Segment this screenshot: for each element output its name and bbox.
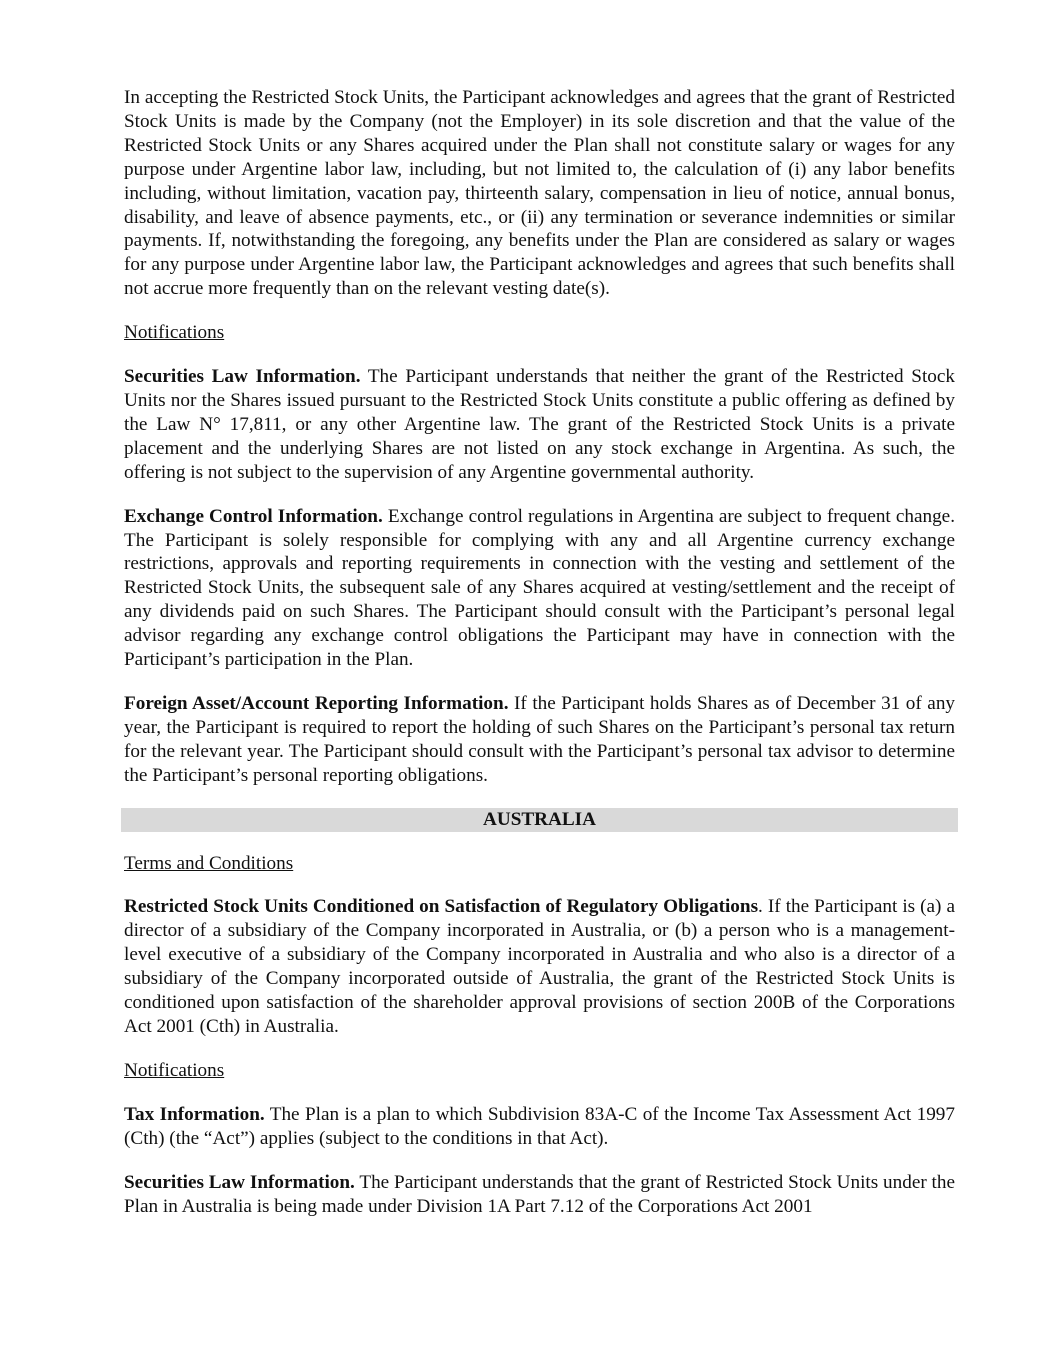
intro-paragraph: In accepting the Restricted Stock Units, the Participant acknowledges and agrees that the grant of Restricted Stock Units is made by the Company (not the Employer) in its sole discretion and that the value of the Restricted Stock Units or any Shares acquired under the Plan shall not constitute salary or wages for any purpose under Argentine labor law, including, but not limited to, the calculation of (i) any labor benefits including, without limitation, vacation pay, thirteenth salary, compensation in lieu of notice, annual bonus, disability, and leave of absence payments, etc., or (ii) any termination or severance indemnities or similar payments. If, notwithstanding the foregoing, any benefits under the Plan are considered as salary or wages for any purpose under Argentine labor law, the Participant acknowledges and agrees that such benefits shall not accrue more frequently than on the relevant vesting date(s). <box>124 87 955 300</box>
section-header-australia: AUSTRALIA <box>121 808 958 832</box>
terms-and-conditions-heading: Terms and Conditions <box>124 852 294 874</box>
paragraph-body: The Participant understands that the grant of Restricted Stock Units under the Plan in Australia is being made under Division 1A Part 7.12 of the Corporations Act 2001 <box>124 1171 956 1217</box>
tax-information-paragraph-australia <box>124 1103 955 1151</box>
paragraph-body: Exchange control regulations in Argentina are subject to frequent change. The Participant is solely responsible for complying with any and all Argentine currency exchange restrictions, approvals and reporting requirements in connection with the vesting and settlement of the Restricted Stock Units, the subsequent sale of any Shares acquired at vesting/settlement and the receipt of any dividends paid on such Shares. The Participant should consult with the Participant’s personal legal advisor regarding any exchange control obligations the Participant may have in connection with the Participant’s participation in the Plan. <box>124 505 955 671</box>
paragraph-lead: Restricted Stock Units Conditioned on Satisfaction of Regulatory Obligations <box>124 896 759 918</box>
paragraph-body: The Plan is a plan to which Subdivision 83A-C of the Income Tax Assessment Act 1997 (Cth) (the “Act”) applies (subject to the conditions in that Act). <box>124 1103 955 1149</box>
notifications-heading: Notifications <box>124 322 225 344</box>
foreign-asset-paragraph-argentina <box>124 692 955 788</box>
document-page <box>124 86 955 1238</box>
securities-law-paragraph-australia <box>124 1171 955 1219</box>
paragraph-lead: Securities Law Information. <box>124 1171 355 1193</box>
notifications-heading: Notifications <box>124 1059 225 1081</box>
exchange-control-paragraph-argentina <box>124 505 955 672</box>
securities-law-paragraph-argentina <box>124 365 955 485</box>
paragraph-body: The Participant understands that neither the grant of the Restricted Stock Units nor the Shares issued pursuant to the Restricted Stock Units constitute a public offering as defined by the Law N° 17,811, or any other Argentine law. The grant of the Restricted Stock Units is a private placement and the underlying Shares are not listed on any stock exchange in Argentina. As such, the offering is not subject to the supervision of any Argentine governmental authority. <box>124 366 955 483</box>
paragraph-lead: Foreign Asset/Account Reporting Information. <box>124 692 509 714</box>
paragraph-body: If the Participant holds Shares as of December 31 of any year, the Participant is required to report the holding of such Shares on the Participant’s personal tax return for the relevant year. The Participant should consult with the Participant’s personal tax advisor to determine the Participant’s personal reporting obligations. <box>124 692 956 786</box>
rsu-conditioned-paragraph-australia <box>124 895 955 1038</box>
paragraph-body: . If the Participant is (a) a director of a subsidiary of the Company incorporated in Australia, or (b) a person who is a management-level executive of a subsidiary of the Company incorporated in Australia and who also is a director of a subsidiary of the Company incorporated outside of Australia, the grant of the Restricted Stock Units is conditioned upon satisfaction of the shareholder approval provisions of section 200B of the Corporations Act 2001 (Cth) in Australia. <box>124 896 956 1037</box>
paragraph-lead: Securities Law Information. <box>124 366 361 388</box>
paragraph-lead: Exchange Control Information. <box>124 505 383 527</box>
paragraph-lead: Tax Information. <box>124 1103 265 1125</box>
